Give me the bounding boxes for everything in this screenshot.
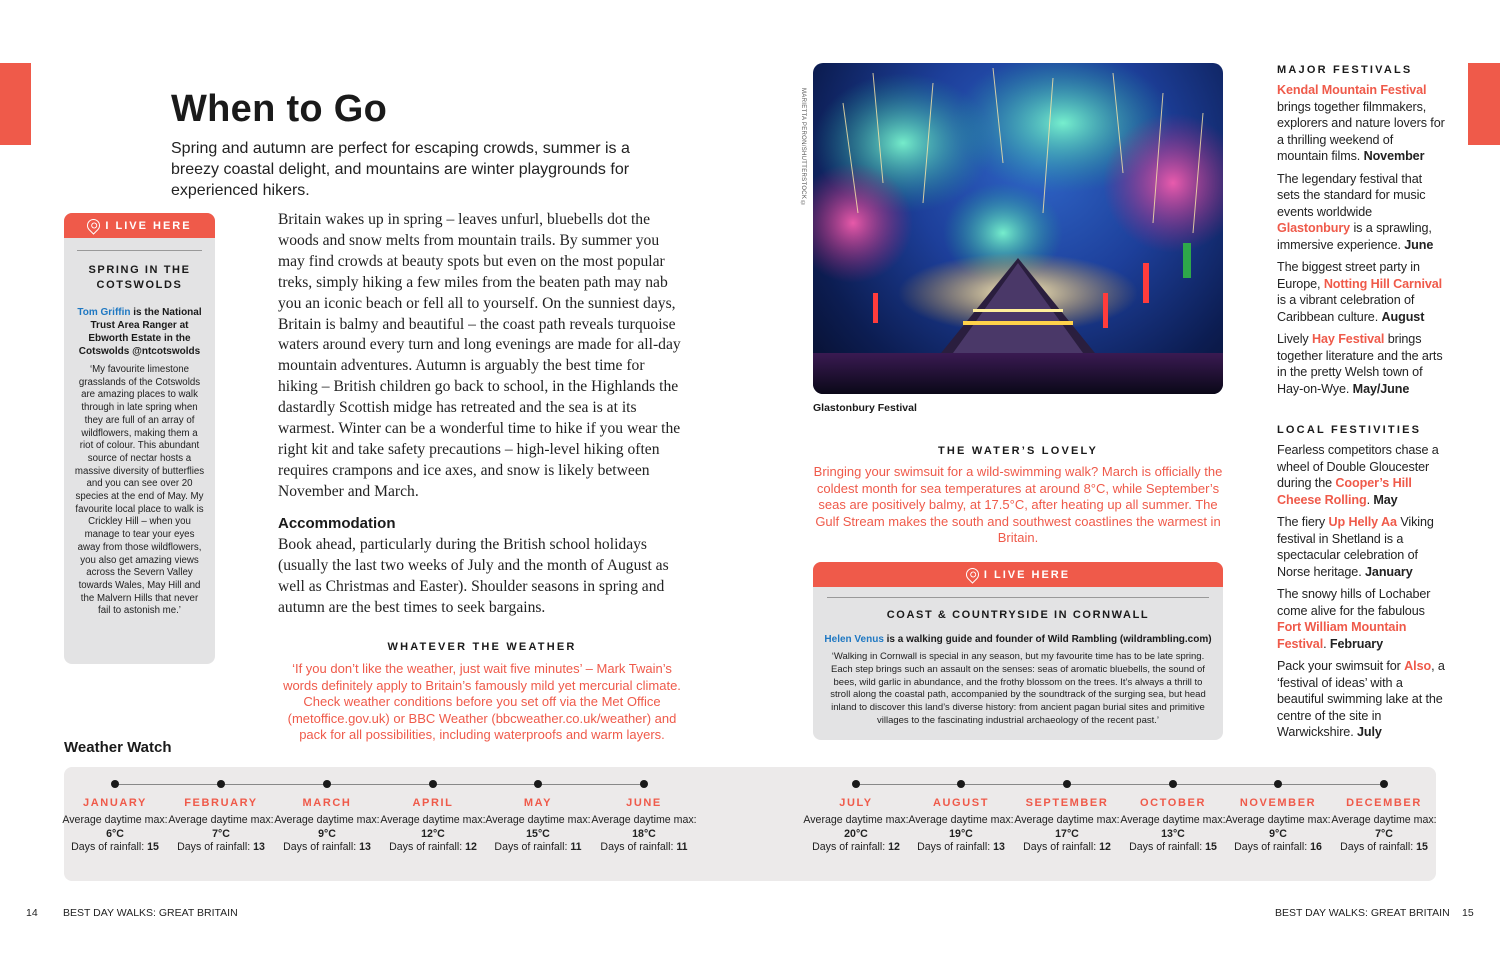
festival-text: , a ‘festival of ideas’ with a beautiful swimming lake at the centre of the site in Warwickshire. <box>1277 659 1445 739</box>
local-festivities <box>1277 424 1445 741</box>
rain-value: 12 <box>888 841 900 854</box>
festival-item <box>1277 442 1445 508</box>
temp-value: 7°C <box>1375 827 1393 840</box>
festival-text: . <box>1366 492 1374 507</box>
month-name: OCTOBER <box>1139 797 1206 809</box>
festival-text: is a vibrant celebration of Caribbean culture. <box>1277 293 1415 324</box>
rain-label: Days of rainfall: <box>494 841 571 854</box>
weather-tip-heading: WHATEVER THE WEATHER <box>387 641 577 653</box>
festival-item <box>1277 514 1445 580</box>
month-january <box>60 797 170 855</box>
month-name: NOVEMBER <box>1239 797 1317 809</box>
month-name: DECEMBER <box>1346 797 1422 809</box>
festival-item <box>1277 259 1445 325</box>
festival-month: May <box>1373 492 1398 507</box>
timeline-dot <box>957 780 965 788</box>
rain-value: 16 <box>1310 841 1322 854</box>
rain-label: Days of rainfall: <box>71 841 148 854</box>
festival-text: The legendary festival that sets the standard for music events worldwide <box>1277 171 1426 219</box>
temp-label: Average daytime max: <box>380 814 486 826</box>
photo-caption: Glastonbury Festival <box>813 402 917 414</box>
chapter-tab-right <box>1468 63 1500 145</box>
location-pin-icon <box>85 216 103 234</box>
festival-text: Fearless competitors chase a wheel of Double Gloucester during the <box>1277 443 1439 490</box>
festival-month: July <box>1357 725 1382 739</box>
intro-text: Spring and autumn are perfect for escaping crowds, summer is a breezy coastal delight, and mountains are winter playgrounds for experienced hikers. <box>171 140 630 199</box>
rain-value: 13 <box>993 841 1005 854</box>
rain-value: 11 <box>570 841 582 854</box>
author-name: Tom Griffin <box>77 307 131 318</box>
temp-label: Average daytime max: <box>1331 814 1437 826</box>
festival-text: The biggest street party in Europe, <box>1277 260 1420 291</box>
month-name: SEPTEMBER <box>1025 797 1109 809</box>
temp-value: 9°C <box>1269 827 1287 840</box>
festival-text: brings together filmmakers, explorers and nature lovers for a thrilling weekend of mountain films. <box>1277 99 1445 163</box>
temp-label: Average daytime max: <box>908 814 1014 826</box>
timeline-dot <box>111 780 119 788</box>
timeline-dot <box>217 780 225 788</box>
author-bio: is a walking guide and founder of Wild Rambling (wildrambling.com) <box>883 634 1212 645</box>
rain-label: Days of rainfall: <box>812 841 889 854</box>
festival-name: Kendal Mountain Festival <box>1277 83 1427 97</box>
month-stats <box>1118 814 1228 855</box>
timeline-dot <box>534 780 542 788</box>
month-july <box>801 797 911 855</box>
major-festivals <box>1277 64 1445 397</box>
festival-name: Glastonbury <box>1277 221 1351 235</box>
month-name: JUNE <box>626 797 662 809</box>
festival-item <box>1277 331 1445 397</box>
month-name: FEBRUARY <box>184 797 258 809</box>
divider <box>77 250 202 251</box>
festival-text: Lively <box>1277 332 1312 346</box>
month-name: JANUARY <box>83 797 147 809</box>
temp-value: 12°C <box>421 827 445 840</box>
rain-value: 12 <box>465 841 477 854</box>
rain-value: 13 <box>253 841 265 854</box>
major-festivals-heading: MAJOR FESTIVALS <box>1277 64 1413 76</box>
rain-value: 12 <box>1099 841 1111 854</box>
month-april <box>378 797 488 855</box>
festival-name: Cooper’s Hill Cheese Rolling <box>1277 476 1412 507</box>
month-stats <box>483 814 593 855</box>
month-stats <box>1012 814 1122 855</box>
glastonbury-photo <box>813 63 1223 394</box>
rain-label: Days of rainfall: <box>1234 841 1311 854</box>
temp-value: 9°C <box>318 827 336 840</box>
festival-text: The snowy hills of Lochaber come alive for the fabulous <box>1277 587 1431 618</box>
temp-value: 7°C <box>212 827 230 840</box>
page-title: When to Go <box>171 88 388 130</box>
festival-text: is a sprawling, immersive experience. <box>1277 221 1432 252</box>
rain-value: 15 <box>1416 841 1428 854</box>
month-stats <box>378 814 488 855</box>
temp-label: Average daytime max: <box>803 814 909 826</box>
sidebar-title-line1: SPRING IN THE <box>88 264 191 276</box>
photo-credit: MARIETTA PERON/SHUTTERSTOCK © <box>800 88 806 208</box>
rain-value: 15 <box>147 841 159 854</box>
rain-label: Days of rainfall: <box>177 841 254 854</box>
temp-value: 15°C <box>526 827 550 840</box>
major-festivals-list <box>1277 82 1445 397</box>
festival-item <box>1277 171 1445 254</box>
temp-label: Average daytime max: <box>485 814 591 826</box>
month-march <box>272 797 382 855</box>
timeline-line-left <box>113 784 647 785</box>
festival-name: Fort William Mountain Festival <box>1277 620 1407 651</box>
month-stats <box>801 814 911 855</box>
rain-value: 15 <box>1205 841 1217 854</box>
local-festivities-list <box>1277 442 1445 741</box>
book-title-right: BEST DAY WALKS: GREAT BRITAIN <box>1275 907 1450 919</box>
festival-item <box>1277 82 1445 165</box>
sidebar-quote: ‘My favourite limestone grasslands of the Cotswolds are amazing places to walk through in late spring when they are full of an array of wildflowers, making them a riot of colour. This abundant source of nectar hosts a massive diversity of butterflies and you can see over 20 species at the end of May. My favourite local place to walk is Crickley Hill – when you manage to tear your eyes away from those wildflowers, you also get amazing views across the Severn Valley towards Wales, May Hill and the Malvern Hills that never fail to astonish me.’ <box>74 364 205 617</box>
temp-label: Average daytime max: <box>1014 814 1120 826</box>
month-stats <box>1329 814 1439 855</box>
festival-text: The fiery <box>1277 515 1329 529</box>
month-june <box>589 797 699 855</box>
accommodation-heading: Accommodation <box>278 515 396 532</box>
fireworks-illustration <box>813 63 1223 394</box>
month-stats <box>1223 814 1333 855</box>
month-december <box>1329 797 1439 855</box>
timeline-line-right <box>855 784 1387 785</box>
month-february <box>166 797 276 855</box>
month-name: APRIL <box>412 797 454 809</box>
timeline-dot <box>1169 780 1177 788</box>
temp-label: Average daytime max: <box>62 814 168 826</box>
month-october <box>1118 797 1228 855</box>
month-stats <box>166 814 276 855</box>
sidebar-title-line2: COTSWOLDS <box>96 279 183 291</box>
sidebar-header <box>813 562 1223 587</box>
festival-text: Pack your swimsuit for <box>1277 659 1405 673</box>
rain-value: 11 <box>676 841 688 854</box>
festival-month: June <box>1404 237 1434 252</box>
month-name: MARCH <box>302 797 352 809</box>
festival-name: Hay Festival <box>1312 332 1385 346</box>
temp-label: Average daytime max: <box>274 814 380 826</box>
festival-text: . <box>1323 636 1330 651</box>
month-stats <box>906 814 1016 855</box>
rain-value: 13 <box>359 841 371 854</box>
sidebar-title <box>64 263 215 293</box>
festival-item <box>1277 658 1445 741</box>
location-pin-icon <box>963 565 981 583</box>
sidebar-spring-cotswolds <box>64 213 215 664</box>
month-stats <box>589 814 699 855</box>
rain-label: Days of rainfall: <box>1340 841 1417 854</box>
weather-tip-text: ‘If you don’t like the weather, just wait five minutes’ – Mark Twain’s words definitely apply to Britain’s famously mild yet mercurial climate. Check weather conditions before you set off via the Met Office (metoffice.gov.uk) or BBC Weather (bbcweather.co.uk/weather) and pack for all possibilities, including waterproofs and warm layers. <box>283 661 681 743</box>
rain-label: Days of rainfall: <box>917 841 994 854</box>
water-tip-heading: THE WATER’S LOVELY <box>937 445 1098 457</box>
month-september <box>1012 797 1122 855</box>
sidebar-label: I LIVE HERE <box>983 568 1071 581</box>
rain-label: Days of rainfall: <box>1129 841 1206 854</box>
page-number-left: 14 <box>26 907 38 919</box>
month-november <box>1223 797 1333 855</box>
weather-watch-title: Weather Watch <box>64 739 172 756</box>
timeline-dot <box>852 780 860 788</box>
temp-value: 20°C <box>844 827 868 840</box>
local-festivities-heading: LOCAL FESTIVITIES <box>1277 424 1422 436</box>
festival-text: brings together literature and the arts in the pretty Welsh town of Hay-on-Wye. <box>1277 332 1443 396</box>
temp-value: 19°C <box>949 827 973 840</box>
author-name: Helen Venus <box>824 634 884 645</box>
temp-value: 13°C <box>1161 827 1185 840</box>
temp-label: Average daytime max: <box>168 814 274 826</box>
temp-value: 17°C <box>1055 827 1079 840</box>
sidebar-quote: ‘Walking in Cornwall is special in any season, but my favourite time has to be late spring. Each step brings such an assault on the senses: seas of aromatic bluebells, the sound of bees, wild garlic in abundance, and the frothy blossom on the trees. It’s always a thrill to stroll along the coastal path, accompanied by the soundtrack of the surging sea, but head inland to discover this land’s diverse history: from ancient pagan burial sites and primitive villages to the fascinating industrial archaeology of the recent past.’ <box>830 651 1206 726</box>
timeline-dot <box>323 780 331 788</box>
temp-value: 6°C <box>106 827 124 840</box>
month-stats <box>60 814 170 855</box>
festival-month: August <box>1381 309 1425 324</box>
month-name: JULY <box>839 797 873 809</box>
festival-name: Notting Hill Carnival <box>1323 276 1443 291</box>
water-tip-text: Bringing your swimsuit for a wild-swimming walk? March is officially the coldest month for sea temperatures at around 8°C, while September’s seas are positively balmy, at 17.5°C, after heating up all summer. The Gulf Stream makes the south and southwest coastlines the warmest in Britain. <box>813 464 1223 546</box>
sidebar-coast-cornwall <box>813 562 1223 740</box>
month-stats <box>272 814 382 855</box>
rain-label: Days of rainfall: <box>600 841 677 854</box>
timeline-dot <box>1063 780 1071 788</box>
sidebar-title: COAST & COUNTRYSIDE IN CORNWALL <box>827 597 1209 621</box>
page-number-right: 15 <box>1462 907 1474 919</box>
month-may <box>483 797 593 855</box>
author-bio: is the National Trust Area Ranger at Ebworth Estate in the Cotswolds @ntcotswolds <box>78 307 202 357</box>
rain-label: Days of rainfall: <box>1023 841 1100 854</box>
month-name: MAY <box>523 797 553 809</box>
festival-month: January <box>1365 564 1413 579</box>
accommodation-text: Book ahead, particularly during the British school holidays (usually the last two weeks of July and the month of August as well as Christmas and Easter). Shoulder seasons in spring and autumn are the best times to seek bargains. <box>278 536 669 616</box>
timeline-dot <box>429 780 437 788</box>
timeline-dot <box>1274 780 1282 788</box>
festival-text: Viking festival in Shetland is a spectacular celebration of Norse heritage. <box>1277 515 1434 579</box>
month-august <box>906 797 1016 855</box>
rain-label: Days of rainfall: <box>283 841 360 854</box>
festival-name: Also <box>1404 659 1432 673</box>
sidebar-byline <box>72 306 207 358</box>
chapter-tab-left <box>0 63 31 145</box>
festival-month: May/June <box>1352 381 1410 396</box>
festival-month: February <box>1329 636 1384 651</box>
temp-label: Average daytime max: <box>1120 814 1226 826</box>
festival-month: November <box>1363 149 1425 163</box>
temp-value: 18°C <box>632 827 656 840</box>
rain-label: Days of rainfall: <box>389 841 466 854</box>
festival-item <box>1277 586 1445 652</box>
sidebar-header <box>64 213 215 238</box>
temp-label: Average daytime max: <box>1225 814 1331 826</box>
timeline-dot <box>1380 780 1388 788</box>
month-name: AUGUST <box>932 797 990 809</box>
body-text: Britain wakes up in spring – leaves unfurl, bluebells dot the woods and snow melts from mountain trails. By summer you may find crowds at beauty spots but even on the most popular treks, simply hiking a few miles from the beaten path may nab you an iconic beach or fell all to yourself. On the sunniest days, Britain is balmy and beautiful – the coast path reveals turquoise waters around every turn and long evenings are made for all-day mountain adventures. Autumn is arguably the best time for hiking – British children go back to school, in the Highlands the dastardly Scottish midge has retreated and the sea is at its warmest. Winter can be a wonderful time to hike if you wear the right kit and take safety precautions – high-level hiking often requires crampons and ice axes, and snow is likely between November and March. <box>278 211 681 500</box>
sidebar-byline <box>813 634 1223 645</box>
timeline-dot <box>640 780 648 788</box>
book-title-left: BEST DAY WALKS: GREAT BRITAIN <box>63 907 238 919</box>
sidebar-label: I LIVE HERE <box>105 219 192 232</box>
temp-label: Average daytime max: <box>591 814 697 826</box>
festival-name: Up Helly Aa <box>1328 515 1397 529</box>
